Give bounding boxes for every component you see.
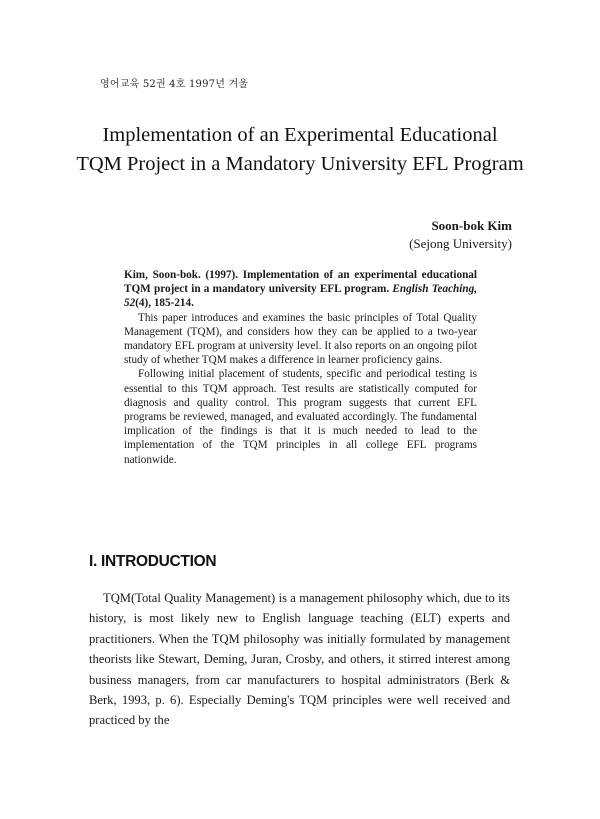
author-name: Soon-bok Kim xyxy=(431,218,512,233)
title-line-1: Implementation of an Experimental Educational xyxy=(102,124,498,146)
citation-main: Kim, Soon-bok. (1997). Implementation of an experimental educational TQM project in a mandatory university EFL program. xyxy=(124,269,477,296)
running-head: 영어교육 52권 4호 1997년 겨울 xyxy=(100,79,249,90)
abstract-citation xyxy=(124,268,477,311)
title-line-2: TQM Project in a Mandatory University EFL Program xyxy=(76,153,524,175)
abstract-paragraph-2: Following initial placement of students, specific and periodical testing is essential to this TQM approach. Test results are statistically computed for diagnosis and quality control. This program suggests that current EFL programs be reviewed, managed, and evaluated accordingly. The fundamental implication of the findings is that it is much needed to lead to the implementation of the TQM principles in all college EFL programs nationwide. xyxy=(124,368,477,466)
citation-journal: English Teaching, 52 xyxy=(124,283,477,310)
section-heading: I. INTRODUCTION xyxy=(89,553,217,570)
body-paragraph: TQM(Total Quality Management) is a management philosophy which, due to its history, is most likely new to English language teaching (ELT) experts and practitioners. When the TQM philosophy was initially formulated by management theorists like Stewart, Deming, Juran, Crosby, and others, it stirred interest among business managers, from car manufacturers to hospital administrators (Berk & Berk, 1993, p. 6). Especially Deming's TQM principles were well received and practiced by the xyxy=(89,591,510,728)
abstract xyxy=(124,268,477,467)
author-affiliation: (Sejong University) xyxy=(409,236,512,251)
citation-issue: (4), 185-214. xyxy=(135,297,194,310)
paper-title xyxy=(40,121,560,179)
author-block xyxy=(409,217,512,253)
abstract-paragraph-1: This paper introduces and examines the basic principles of Total Quality Management (TQM), and considers how they can be applied to a two-year mandatory EFL program at university level. It also reports on an ongoing pilot study of whether TQM makes a difference in learner proficiency gains. xyxy=(124,311,477,367)
